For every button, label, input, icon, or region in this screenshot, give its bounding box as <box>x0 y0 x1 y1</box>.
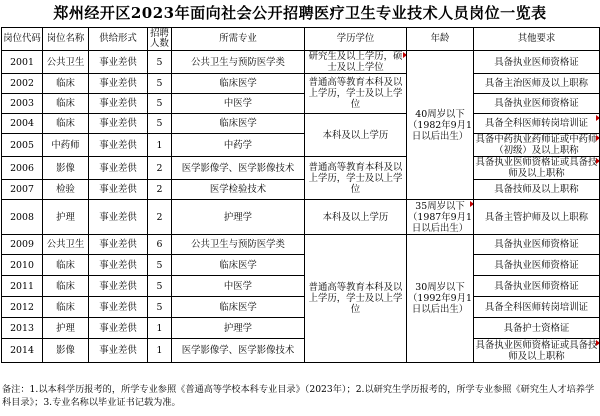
cell-age-group-3: 30周岁以下（1992年9月1日以后出生） <box>407 235 474 363</box>
table-row <box>2 200 600 235</box>
cell-name: 影像 <box>43 157 89 180</box>
cell-major: 医学检验技术 <box>172 180 305 200</box>
cell-education-group-4: 普通高等教育本科及以上学历，学士及以上学位 <box>305 157 407 200</box>
cell-requirement: 具备执业医师资格证 <box>474 94 600 114</box>
cell-code: 2009 <box>2 235 43 255</box>
cell-major: 临床医学 <box>172 74 305 94</box>
table-row <box>2 255 600 276</box>
comment-flag-icon <box>596 340 600 346</box>
cell-requirement <box>474 114 600 134</box>
cell-age-group-2 <box>407 200 474 235</box>
table-row <box>2 276 600 297</box>
table-row <box>2 235 600 255</box>
cell-code: 2001 <box>2 51 43 74</box>
cell-name: 临床 <box>43 276 89 297</box>
cell-requirement: 具备主管护师及以上职称 <box>474 200 600 235</box>
cell-count: 1 <box>148 318 172 339</box>
cell-education-group-5: 本科及以上学历 <box>305 200 407 235</box>
cell-requirement: 具备执业医师资格证 <box>474 235 600 255</box>
cell-supply: 事业差供 <box>89 297 148 318</box>
cell-major: 临床医学 <box>172 297 305 318</box>
cell-code: 2007 <box>2 180 43 200</box>
cell-name: 影像 <box>43 339 89 363</box>
cell-code: 2014 <box>2 339 43 363</box>
cell-requirement: 具备全科医师转岗培训证 <box>474 297 600 318</box>
cell-supply: 事业差供 <box>89 276 148 297</box>
cell-supply: 事业差供 <box>89 200 148 235</box>
header-other-requirements: 其他要求 <box>474 28 600 51</box>
cell-count: 5 <box>148 114 172 134</box>
cell-major: 医学影像学、医学影像技术 <box>172 339 305 363</box>
cell-supply: 事业差供 <box>89 134 148 157</box>
cell-major: 中医学 <box>172 276 305 297</box>
cell-name: 护理 <box>43 200 89 235</box>
cell-count: 5 <box>148 255 172 276</box>
cell-code: 2012 <box>2 297 43 318</box>
cell-education-group-6: 普通高等教育本科及以上学历，学士及以上学位 <box>305 235 407 363</box>
requirement-text: 具备全科医师转岗培训证 <box>484 118 589 129</box>
cell-major: 临床医学 <box>172 114 305 134</box>
cell-code: 2013 <box>2 318 43 339</box>
cell-major: 中医学 <box>172 94 305 114</box>
cell-requirement <box>474 339 600 363</box>
cell-name: 公共卫生 <box>43 235 89 255</box>
table-row <box>2 114 600 134</box>
header-education: 学历学位 <box>305 28 407 51</box>
cell-requirement: 具备技师及以上职称 <box>474 180 600 200</box>
cell-education-group-1 <box>305 51 407 74</box>
cell-major: 医学影像学、医学影像技术 <box>172 157 305 180</box>
table-row <box>2 74 600 94</box>
cell-count: 5 <box>148 276 172 297</box>
cell-code: 2002 <box>2 74 43 94</box>
cell-name: 检验 <box>43 180 89 200</box>
table-row <box>2 157 600 180</box>
cell-name: 临床 <box>43 297 89 318</box>
education-text: 研究生及以上学历，硕士及以上学位 <box>308 51 403 73</box>
requirement-text: 具备中药执业药师证或中药师（初级）及以上职称 <box>475 134 598 156</box>
cell-requirement <box>474 157 600 180</box>
requirement-text: 具备执业医师资格证或具备技师及以上职称 <box>475 339 598 362</box>
header-major: 所需专业 <box>172 28 305 51</box>
cell-supply: 事业差供 <box>89 114 148 134</box>
cell-requirement: 具备执业医师资格证 <box>474 51 600 74</box>
cell-supply: 事业差供 <box>89 235 148 255</box>
cell-name: 中药师 <box>43 134 89 157</box>
header-name: 岗位名称 <box>43 28 89 51</box>
cell-supply: 事业差供 <box>89 51 148 74</box>
cell-count: 5 <box>148 74 172 94</box>
cell-major: 护理学 <box>172 318 305 339</box>
age-text: 35周岁以下（1987年9月1日以后出生） <box>408 200 472 234</box>
cell-count: 5 <box>148 94 172 114</box>
cell-supply: 事业差供 <box>89 74 148 94</box>
table-row <box>2 94 600 114</box>
cell-supply: 事业差供 <box>89 180 148 200</box>
cell-supply: 事业差供 <box>89 157 148 180</box>
cell-name: 临床 <box>43 255 89 276</box>
cell-requirement: 具备护士资格证 <box>474 318 600 339</box>
comment-flag-icon <box>596 158 600 164</box>
comment-flag-icon <box>470 201 474 207</box>
cell-requirement <box>474 134 600 157</box>
cell-name: 临床 <box>43 74 89 94</box>
cell-count: 5 <box>148 297 172 318</box>
cell-code: 2003 <box>2 94 43 114</box>
page-title: 郑州经开区2023年面向社会公开招聘医疗卫生专业技术人员岗位一览表 <box>53 4 547 22</box>
cell-name: 临床 <box>43 114 89 134</box>
table-header-row <box>2 28 600 51</box>
cell-count: 1 <box>148 339 172 363</box>
cell-name: 公共卫生 <box>43 51 89 74</box>
footnote: 备注：1.以本科学历报考的，所学专业参照《普通高等学校本科专业目录》（2023年）；2.以研究生学历报考的，所学专业参照《研究生人才培养学科目录》；3.专业名称以毕业证书记载为准。 <box>2 384 595 408</box>
cell-requirement: 具备执业医师资格证 <box>474 255 600 276</box>
cell-count: 2 <box>148 157 172 180</box>
cell-requirement: 具备主治医师及以上职称 <box>474 74 600 94</box>
cell-education-group-2: 普通高等教育本科及以上学历，学士及以上学位 <box>305 74 407 114</box>
cell-name: 临床 <box>43 94 89 114</box>
cell-code: 2010 <box>2 255 43 276</box>
cell-major: 临床医学 <box>172 255 305 276</box>
cell-age-group-1: 40周岁以下（1982年9月1日以后出生） <box>407 51 474 200</box>
comment-flag-icon <box>596 135 600 141</box>
cell-count: 5 <box>148 51 172 74</box>
comment-flag-icon <box>403 52 407 58</box>
cell-code: 2005 <box>2 134 43 157</box>
cell-education-group-3: 本科及以上学历 <box>305 114 407 157</box>
table-row <box>2 297 600 318</box>
table-row <box>2 318 600 339</box>
header-supply: 供给形式 <box>89 28 148 51</box>
table-row <box>2 51 600 74</box>
cell-code: 2006 <box>2 157 43 180</box>
cell-count: 1 <box>148 134 172 157</box>
cell-code: 2008 <box>2 200 43 235</box>
cell-major: 公共卫生与预防医学类 <box>172 235 305 255</box>
table-row <box>2 339 600 363</box>
table-row <box>2 134 600 157</box>
cell-supply: 事业差供 <box>89 318 148 339</box>
cell-major: 护理学 <box>172 200 305 235</box>
cell-supply: 事业差供 <box>89 255 148 276</box>
header-code: 岗位代码 <box>2 28 43 51</box>
cell-code: 2011 <box>2 276 43 297</box>
positions-table <box>1 27 600 363</box>
cell-count: 2 <box>148 200 172 235</box>
header-age: 年龄 <box>407 28 474 51</box>
cell-count: 2 <box>148 180 172 200</box>
comment-flag-icon <box>596 115 600 121</box>
cell-code: 2004 <box>2 114 43 134</box>
cell-major: 公共卫生与预防医学类 <box>172 51 305 74</box>
requirement-text: 具备执业医师资格证或具备技师及以上职称 <box>475 157 598 179</box>
cell-name: 护理 <box>43 318 89 339</box>
table-row <box>2 180 600 200</box>
cell-major: 中药学 <box>172 134 305 157</box>
header-count: 招聘人数 <box>148 28 172 51</box>
cell-count: 6 <box>148 235 172 255</box>
cell-supply: 事业差供 <box>89 94 148 114</box>
cell-supply: 事业差供 <box>89 339 148 363</box>
cell-requirement: 具备执业医师资格证 <box>474 276 600 297</box>
